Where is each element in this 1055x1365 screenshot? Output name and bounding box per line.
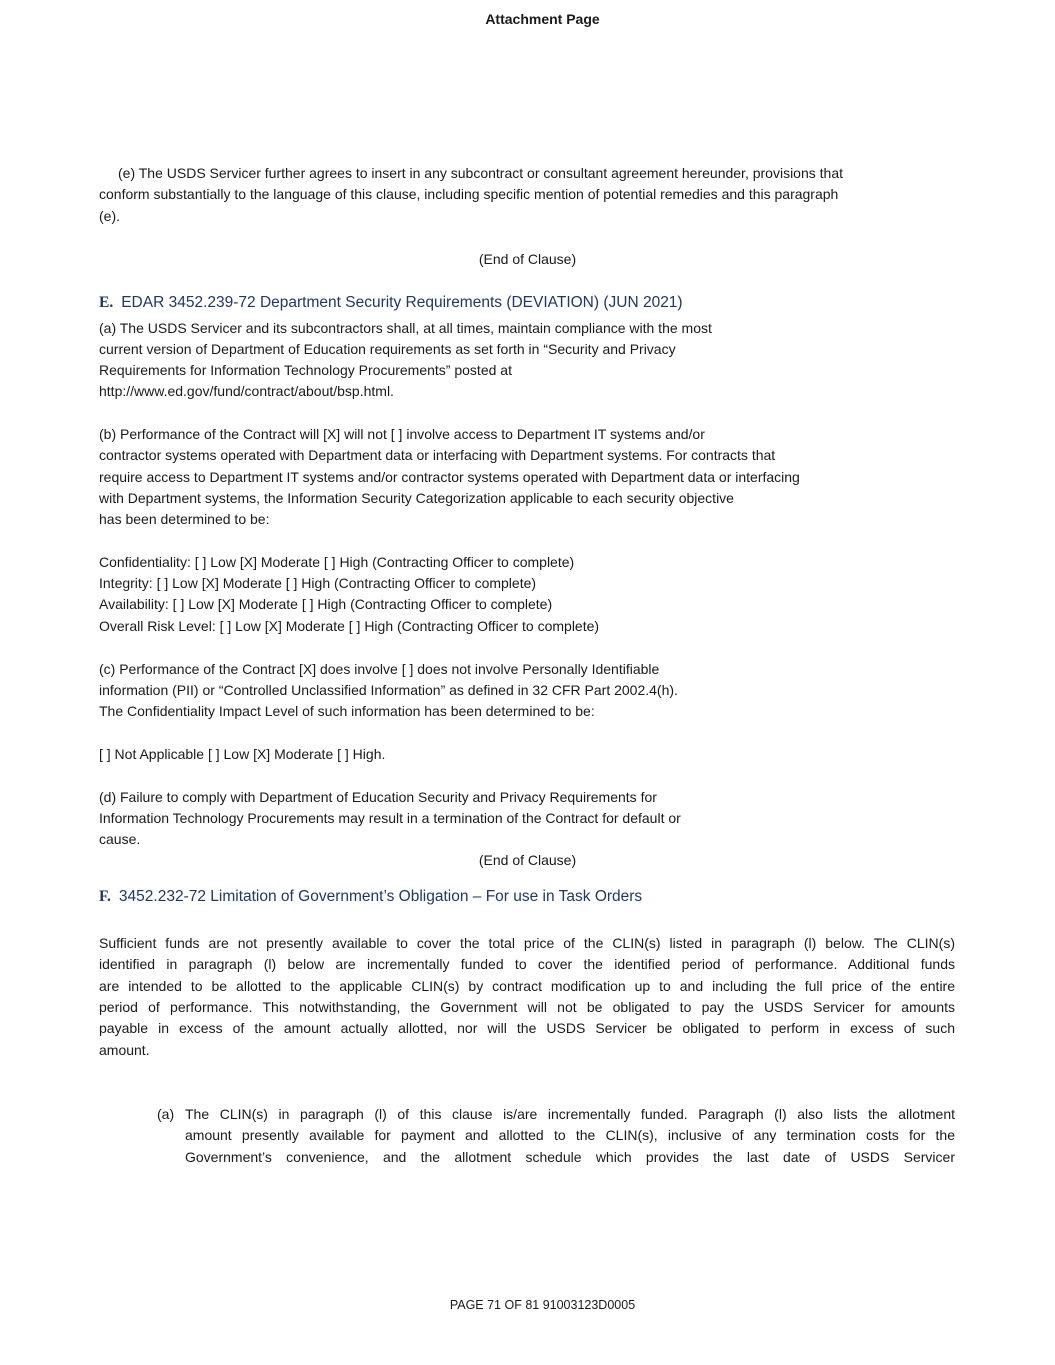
para-e-line: conform substantially to the language of this clause, including specific mention of potential remedies and this paragraph: [99, 186, 839, 202]
para-line: require access to Department IT systems and/or contractor systems operated with Department data or interfacing: [99, 469, 800, 485]
impact-line: [ ] Not Applicable [ ] Low [X] Moderate [ ] High.: [99, 746, 386, 762]
section-e-heading: [99, 293, 683, 313]
para-line: (a) The USDS Servicer and its subcontractors shall, at all times, maintain compliance with the most: [99, 320, 712, 336]
para-line: Information Technology Procurements may result in a termination of the Contract for default or: [99, 810, 681, 826]
para-line: identified in paragraph (l) below are incrementally funded to cover the identified period of performance. Additional funds: [99, 956, 955, 972]
list-line: The CLIN(s) in paragraph (l) of this clause is/are incrementally funded. Paragraph (l) also lists the allotment: [185, 1106, 955, 1122]
section-title: 3452.232-72 Limitation of Government’s Obligation – For use in Task Orders: [118, 888, 643, 905]
para-line: Requirements for Information Technology Procurements” posted at: [99, 362, 512, 378]
para-line: (c) Performance of the Contract [X] does involve [ ] does not involve Personally Identifiable: [99, 661, 660, 677]
section-title: EDAR 3452.239-72 Department Security Requirements (DEVIATION) (JUN 2021): [121, 294, 683, 311]
level-line: Integrity: [ ] Low [X] Moderate [ ] High (Contracting Officer to complete): [99, 575, 537, 591]
para-line: period of performance. This notwithstanding, the Government will not be obligated to pay the USDS Servicer for amounts: [99, 999, 955, 1015]
para-line: contractor systems operated with Department data or interfacing with Department systems. For contracts that: [99, 447, 776, 463]
end-of-clause: (End of Clause): [478, 251, 577, 267]
list-line: Government’s convenience, and the allotment schedule which provides the last date of USDS Servicer: [185, 1149, 955, 1165]
para-line: payable in excess of the amount actually allotted, nor will the USDS Servicer be obligated to perform in excess of such: [99, 1020, 955, 1036]
list-line: amount presently available for payment and allotted to the CLIN(s), inclusive of any termination costs for the: [185, 1127, 955, 1143]
level-line: Overall Risk Level: [ ] Low [X] Moderate [ ] High (Contracting Officer to complete): [99, 618, 600, 634]
para-line: Sufficient funds are not presently available to cover the total price of the CLIN(s) listed in paragraph (l) below. The CLIN(s): [99, 935, 955, 951]
page-header: Attachment Page: [485, 11, 600, 27]
section-letter: E.: [99, 294, 114, 311]
list-label: (a): [157, 1106, 175, 1122]
para-line: has been determined to be:: [99, 511, 270, 527]
para-line: information (PII) or “Controlled Unclassified Information” as defined in 32 CFR Part 2002.4(h).: [99, 682, 678, 698]
level-line: Availability: [ ] Low [X] Moderate [ ] High (Contracting Officer to complete): [99, 596, 553, 612]
para-line: cause.: [99, 831, 141, 847]
url-link[interactable]: http://www.ed.gov/fund/contract/about/bsp.html.: [99, 383, 394, 399]
para-line: (b) Performance of the Contract will [X] will not [ ] involve access to Department IT systems and/or: [99, 426, 705, 442]
para-line: (d) Failure to comply with Department of Education Security and Privacy Requirements for: [99, 789, 657, 805]
section-letter: F.: [99, 888, 111, 905]
page-footer: PAGE 71 OF 81 91003123D0005: [449, 1298, 636, 1312]
level-line: Confidentiality: [ ] Low [X] Moderate [ ] High (Contracting Officer to complete): [99, 554, 575, 570]
para-line: are intended to be allotted to the applicable CLIN(s) by contract modification up to and including the full price of the entire: [99, 978, 955, 994]
para-line: with Department systems, the Information Security Categorization applicable to each security objective: [99, 490, 734, 506]
para-line: amount.: [99, 1042, 150, 1058]
para-line: The Confidentiality Impact Level of such information has been determined to be:: [99, 703, 595, 719]
para-e-line: (e) The USDS Servicer further agrees to insert in any subcontract or consultant agreement hereunder, provisions that: [118, 165, 843, 181]
para-line: current version of Department of Education requirements as set forth in “Security and Privacy: [99, 341, 676, 357]
section-f-heading: [99, 887, 642, 907]
para-e-line: (e).: [99, 208, 120, 224]
end-of-clause: (End of Clause): [478, 852, 577, 868]
